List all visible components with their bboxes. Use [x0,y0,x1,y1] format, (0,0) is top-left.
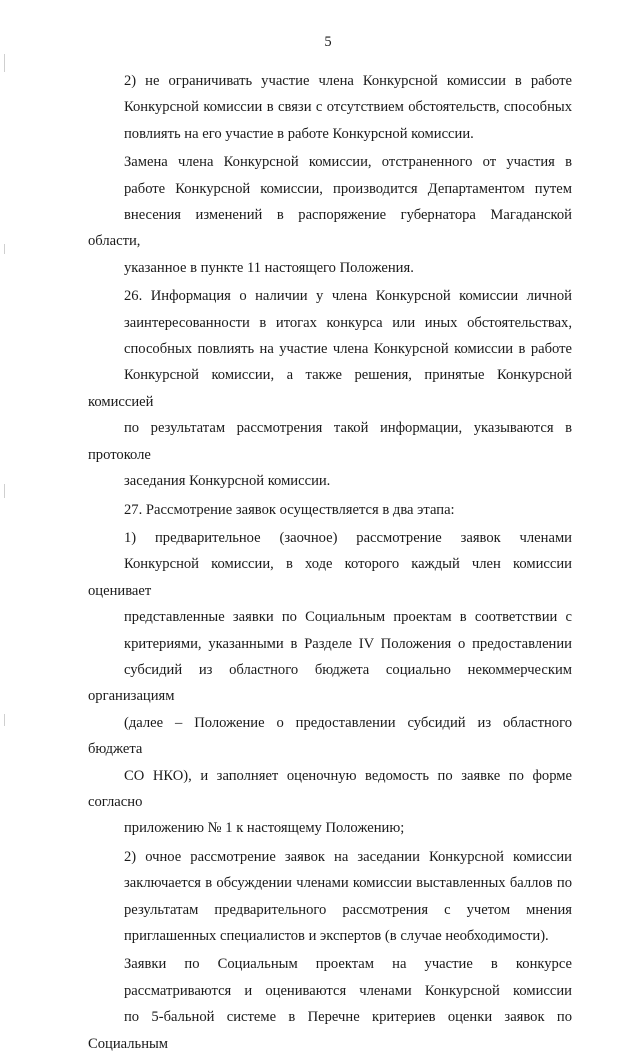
text-line: (далее – Положение о предоставлении субсидий из областного бюджета [88,714,572,758]
text-line: результатам предварительного рассмотрения с учетом мнения [124,901,572,918]
text-line: Заявки по Социальным проектам на участие в конкурсе [124,956,572,973]
text-line: 2) очное рассмотрение заявок на заседании Конкурсной комиссии [124,848,572,865]
text-line: работе Конкурсной комиссии, производится Департаментом путем [124,180,572,197]
scan-edge-marks [4,14,6,894]
text-line: 1) предварительное (заочное) рассмотрение заявок членами [124,529,572,546]
text-line: приглашенных специалистов и экспертов (в случае необходимости). [124,928,549,944]
text-line: критериями, указанными в Разделе IV Положения о предоставлении [124,635,572,652]
paragraph-item-2 [88,68,572,147]
paragraph-27-item-2 [88,844,572,950]
document-body [88,68,572,1057]
text-line: приложению № 1 к настоящему Положению; [124,820,405,837]
paragraph-replacement [88,149,572,281]
text-line: способных повлиять на участие члена Конкурсной комиссии в работе [124,341,572,358]
paragraph-27-item-1 [88,525,572,842]
text-line: по результатам рассмотрения такой информации, указываются в протоколе [88,420,572,463]
text-line: указанное в пункте 11 настоящего Положения. [124,259,414,276]
text-line: СО НКО), и заполняет оценочную ведомость по заявке по форме согласно [88,767,572,810]
text-line: заключается в обсуждении членами комиссии выставленных баллов по [124,875,572,892]
paragraph-applications [88,951,572,1057]
text-line: Конкурсной комиссии, в ходе которого каждый член комиссии оценивает [88,556,572,599]
page-number: 5 [324,34,332,50]
text-line: заседания Конкурсной комиссии. [124,473,331,490]
text-line: Конкурсной комиссии, а также решения, принятые Конкурсной комиссией [88,367,572,410]
text-line: рассматриваются и оцениваются членами Конкурсной комиссии [124,982,572,999]
text-line: по 5-бальной системе в Перечне критериев оценки заявок по Социальным [88,1009,572,1052]
text-line: заинтересованности в итогах конкурса или иных обстоятельствах, [124,314,572,331]
paragraph-27 [88,497,572,523]
text-line: 2) не ограничивать участие члена Конкурсной комиссии в работе [124,73,572,89]
text-line: 27. Рассмотрение заявок осуществляется в два этапа: [124,501,455,518]
text-line: Замена члена Конкурсной комиссии, отстраненного от участия в [124,154,572,171]
text-line: внесения изменений в распоряжение губернатора Магаданской области, [88,207,572,250]
text-line: представленные заявки по Социальным проектам в соответствии с [124,609,572,626]
text-line: Конкурсной комиссии в связи с отсутствием обстоятельств, способных [124,99,572,116]
text-line: повлиять на его участие в работе Конкурсной комиссии. [124,125,474,142]
paragraph-26 [88,283,572,494]
text-line: 26. Информация о наличии у члена Конкурсной комиссии личной [124,288,572,305]
text-line: субсидий из областного бюджета социально некоммерческим организациям [88,661,572,705]
